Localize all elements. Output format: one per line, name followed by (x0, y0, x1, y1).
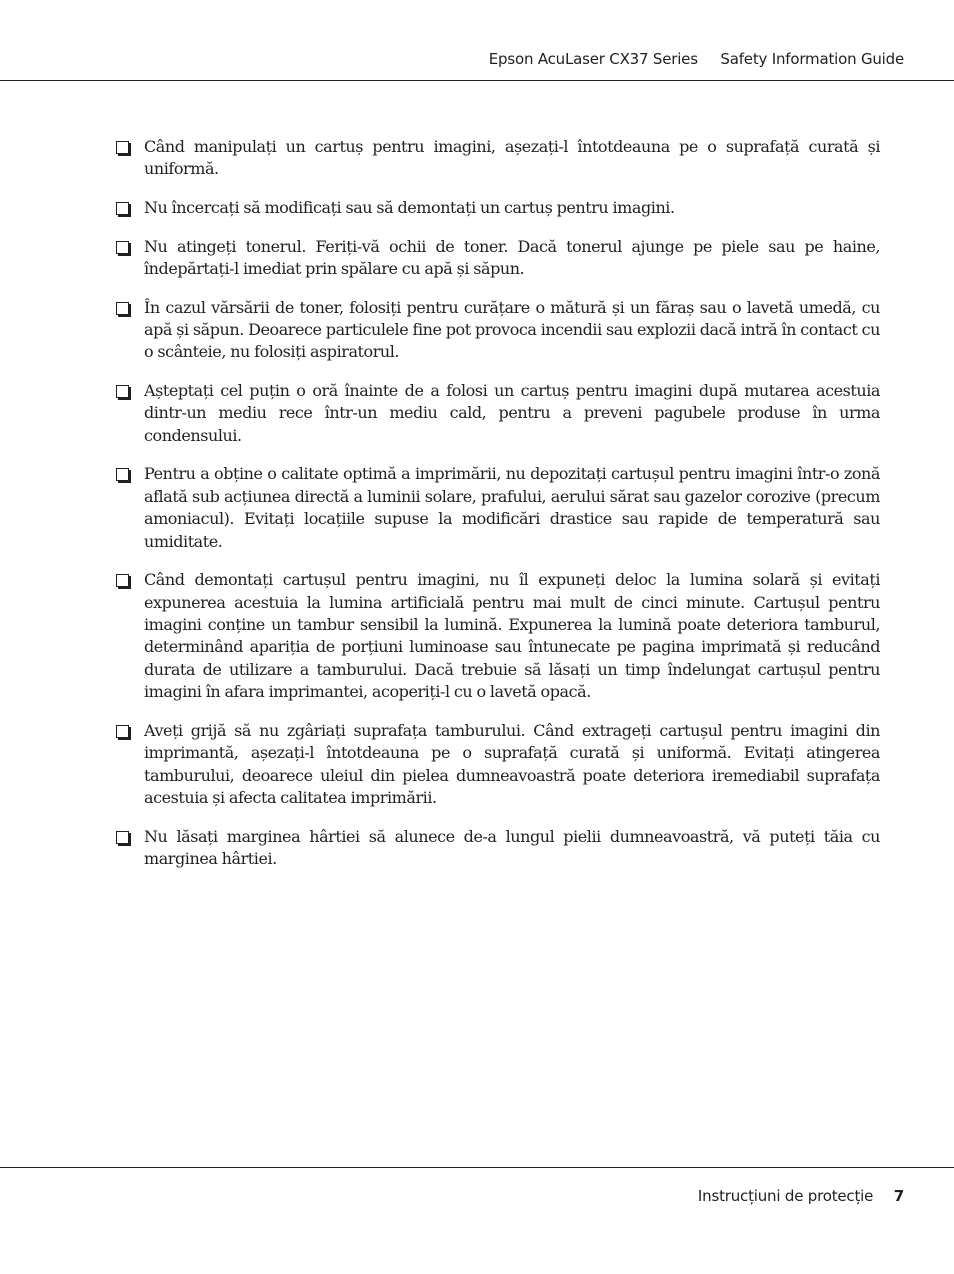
page-footer (698, 1187, 904, 1205)
checkbox-bullet-icon (116, 725, 129, 738)
checkbox-bullet-icon (116, 574, 129, 587)
safety-list (114, 136, 880, 887)
list-item (114, 236, 880, 281)
checkbox-bullet-icon (116, 468, 129, 481)
list-item (114, 380, 880, 447)
list-item-text: Aveți grijă să nu zgâriați suprafața tamburului. Când extrageți cartușul pentru imagini din imprimantă, așezați-l întotdeauna pe o suprafață curată și uniformă. Evitați atingerea tamburului, deoarece uleiul din pielea dumneavoastră poate deteriora iremediabil suprafața acestuia și afecta calitatea imprimării. (144, 720, 880, 808)
list-item-text: Nu lăsați marginea hârtiei să alunece de-a lungul pielii dumneavoastră, vă puteți tăia cu marginea hârtiei. (144, 826, 880, 869)
page-header (489, 50, 904, 68)
header-product-name: Epson AcuLaser CX37 Series (488, 50, 698, 68)
checkbox-bullet-icon (116, 302, 129, 315)
list-item (114, 826, 880, 871)
list-item-text: Așteptați cel puțin o oră înainte de a folosi un cartuș pentru imagini după mutarea acestuia dintr-un mediu rece într-un mediu cald, pentru a preveni pagubele produse în urma condensului. (144, 381, 880, 445)
list-item-text: Nu atingeți tonerul. Feriți-vă ochii de toner. Dacă tonerul ajunge pe piele sau pe haine, îndepărtați-l imediat prin spălare cu apă și săpun. (144, 236, 880, 278)
footer-section-title: Instrucțiuni de protecție (697, 1187, 874, 1205)
list-item-text: Când manipulați un cartuș pentru imagini, așezați-l întotdeauna pe o suprafață curată și uniformă. (144, 137, 880, 179)
list-item (114, 136, 880, 181)
list-item-text: Când demontați cartușul pentru imagini, nu îl expuneți deloc la lumina solară și evitați expunerea acestuia la lumina artificială pentru mai mult de cinci minute. Cartușul pentru imagini conține un tambur sensibil la lumină. Expunerea la lumină poate deteriora tamburul, determinând apariția de porțiuni luminoase sau întunecate pe pagina imprimată și reducând durata de utilizare a tamburului. Dacă trebuie să lăsați un timp îndelungat cartușul pentru imagini în afara imprimantei, acoperiți-l cu o lavetă opacă. (144, 570, 880, 702)
checkbox-bullet-icon (116, 202, 129, 215)
list-item (114, 197, 880, 219)
list-item-text: Pentru a obține o calitate optimă a imprimării, nu depozitați cartușul pentru imagini într-o zonă aflată sub acțiunea directă a luminii solare, prafului, aerului sărat sau gazelor corozive (precum amoniacul). Evitați locațiile supuse la modificări drastice sau rapide de temperatură sau umiditate. (144, 464, 880, 551)
checkbox-bullet-icon (116, 241, 129, 254)
header-divider (0, 80, 954, 81)
page-number: 7 (893, 1187, 904, 1205)
checkbox-bullet-icon (116, 141, 129, 154)
checkbox-bullet-icon (116, 831, 129, 844)
checkbox-bullet-icon (116, 385, 129, 398)
list-item (114, 463, 880, 553)
footer-divider (0, 1167, 954, 1168)
list-item-text: Nu încercați să modificați sau să demontați un cartuș pentru imagini. (144, 198, 675, 217)
list-item (114, 297, 880, 364)
list-item (114, 569, 880, 703)
list-item (114, 720, 880, 810)
list-item-text: În cazul vărsării de toner, folosiți pentru curățare o mătură și un făraș sau o lavetă umedă, cu apă și săpun. Deoarece particulele fine pot provoca incendii sau explozii dacă intră în contact cu o scânteie, nu folosiți aspiratorul. (144, 297, 880, 362)
header-guide-title: Safety Information Guide (720, 50, 904, 68)
